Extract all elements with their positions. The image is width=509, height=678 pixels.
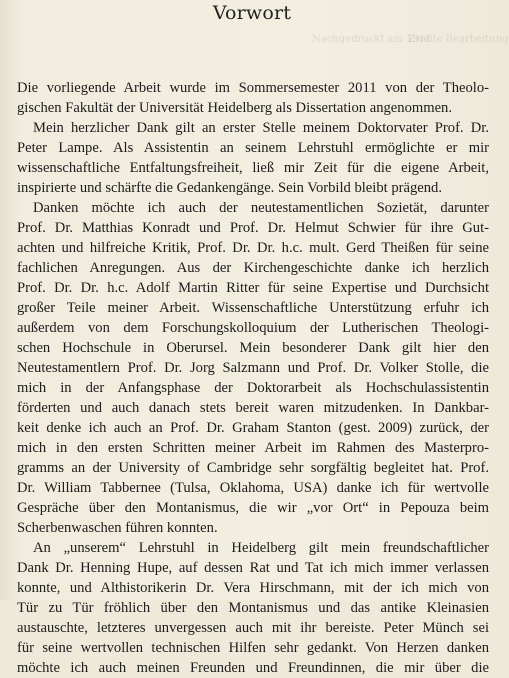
text-line: gischen Fakultät der Universität Heidelberg als Dissertation angenommen. [17,100,452,116]
body-text [17,78,489,678]
page-title: Vorwort [212,2,292,24]
text-line: austauschte, letzteres unvergessen auch mit ihr bereiste. Peter Münch sei [17,620,489,636]
text-line: keit denke ich auch an Prof. Dr. Graham Stanton (gest. 2009) zurück, der [17,420,489,436]
text-line: Tür zu Tür fröhlich über den Montanismus und das antike Kleinasien [17,600,489,616]
bleed-through-text: Nachgedruckt am 1911 [312,34,432,45]
text-line: Die vorliegende Arbeit wurde im Sommersemester 2011 von der Theolo- [17,80,489,96]
text-line: für seine wertvollen technischen Hilfen sehr gedankt. Von Herzen danken [17,640,489,656]
text-line: mich in den ersten Schritten meiner Arbeit im Rahmen des Masterpro- [17,440,489,456]
bleed-through-text: Zweite Bearbeitung [408,34,509,45]
text-line: Dr. William Tabbernee (Tulsa, Oklahoma, USA) danke ich für wertvolle [17,480,489,496]
text-line: konnte, und Althistorikerin Dr. Vera Hirschmann, mit der ich mich von [17,580,489,596]
text-line: Peter Lampe. Als Assistentin an seinem Lehrstuhl ermöglichte er mir [17,140,489,156]
text-line: Gespräche über den Montanismus, die wir „vor Ort“ in Pepouza beim [17,500,489,516]
text-line: außerdem von dem Forschungskolloquium der Lutherischen Theologi- [17,320,489,336]
paragraph [17,198,489,538]
text-line: mich in der Anfangsphase der Doktorarbeit als Hochschulassistentin [17,380,489,396]
text-line: schen Hochschule in Oberursel. Mein besonderer Dank gilt hier den [17,340,489,356]
text-line: förderten und auch danach stets bereit waren mitzudenken. In Dankbar- [17,400,489,416]
text-line: großer Teile meiner Arbeit. Wissenschaftliche Unterstützung erfuhr ich [17,300,489,316]
text-line: Prof. Dr. Dr. h.c. Adolf Martin Ritter für seine Expertise und Durchsicht [17,280,489,296]
text-line: Scherbenwaschen führen konnten. [17,520,218,536]
text-line: gramms an der University of Cambridge sehr sorgfältig begleitet hat. Prof. [17,460,489,476]
text-line: Dank Dr. Henning Hupe, auf dessen Rat und Tat ich mich immer verlassen [17,560,489,576]
text-line: Neutestamentlern Prof. Dr. Jorg Salzmann und Prof. Dr. Volker Stolle, die [17,360,489,376]
text-line: Mein herzlicher Dank gilt an erster Stelle meinem Doktorvater Prof. Dr. [33,120,489,136]
paragraph [17,78,489,118]
paragraph [17,118,489,198]
text-line: möchte ich auch meinen Freunden und Freundinnen, die mir über die [17,660,489,676]
text-line: inspirierte und schärfte die Gedankengänge. Sein Vorbild bleibt prägend. [17,180,442,196]
text-line: Prof. Dr. Matthias Konradt und Prof. Dr. Helmut Schwier für ihre Gut- [17,220,489,236]
text-line: achten und hilfreiche Kritik, Prof. Dr. Dr. h.c. mult. Gerd Theißen für seine [17,240,489,256]
text-line: fachlichen Anregungen. Aus der Kirchengeschichte danke ich herzlich [17,260,489,276]
text-line: wissenschaftliche Entfaltungsfreiheit, ließ mir Zeit für die eigene Arbeit, [17,160,489,176]
text-line: Danken möchte ich auch der neutestamentlichen Sozietät, darunter [33,200,489,216]
paragraph [17,538,489,678]
text-line: An „unserem“ Lehrstuhl in Heidelberg gilt mein freundschaftlicher [33,540,489,556]
